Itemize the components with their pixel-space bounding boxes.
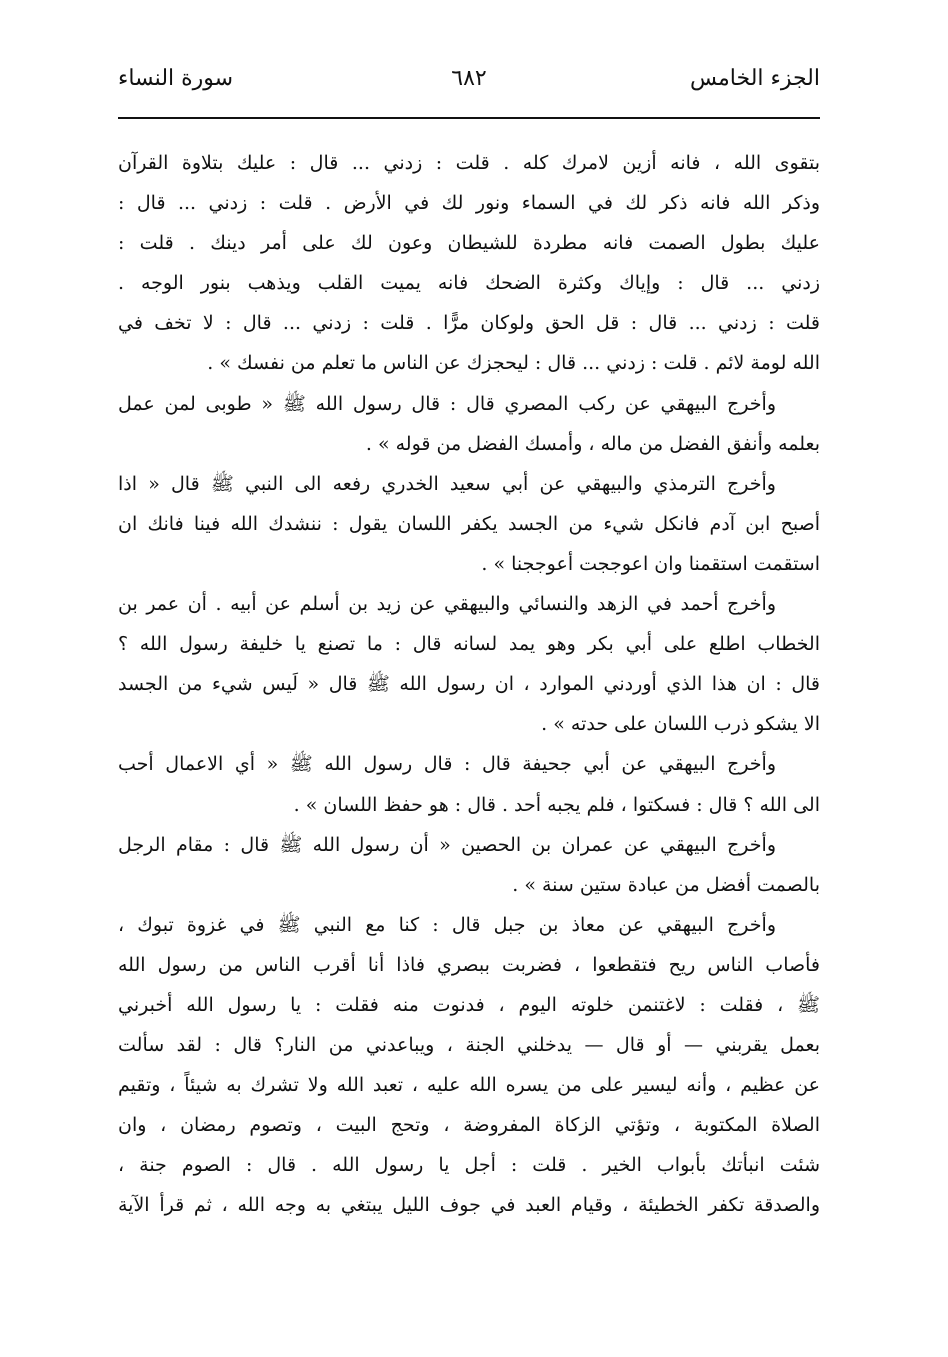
text-line: عن عظيم ، وأنه ليسير على من يسره الله عليه ، تعبد الله ولا تشرك به شيئاً ، وتقيم — [118, 1074, 820, 1097]
text-line: وأخرج البيهقي عن عمران بن الحصين « أن رسول الله ﷺ قال : مقام الرجل — [118, 833, 776, 856]
text-line: قال : ان هذا الذي أوردني الموارد ، ان رسول الله ﷺ قال « لَيس شيء من الجسد — [118, 673, 820, 696]
text-line: عليك بطول الصمت فانه مطردة للشيطان وعون لك على أمر دينك . قلت : — [118, 232, 820, 255]
text-line: فأصاب الناس ريح فتقطعوا ، فضربت ببصري فاذا أنا أقرب الناس من رسول الله — [118, 953, 820, 976]
part-label: الجزء الخامس — [689, 66, 820, 91]
text-line: الا يشكو ذرب اللسان على حدته » . — [541, 713, 820, 736]
body-text — [118, 143, 820, 1226]
text-line: الى الله ؟ قال : فسكتوا ، فلم يجبه أحد . قال : هو حفظ اللسان » . — [293, 793, 820, 816]
text-line: الصلاة المكتوبة ، وتؤتي الزكاة المفروضة ، وتحج البيت ، وتصوم رمضان ، وان — [118, 1114, 820, 1137]
header-rule — [118, 117, 820, 119]
text-line: استقمت استقمنا وان اعوججت أعوججنا » . — [481, 552, 820, 575]
text-line: وأخرج الترمذي والبيهقي عن أبي سعيد الخدري رفعه الى النبي ﷺ قال « اذا — [118, 472, 776, 495]
text-line: بالصمت أفضل من عبادة ستين سنة » . — [512, 873, 820, 896]
text-line: بتقوى الله ، فانه أزين لامرك كله . قلت : زدني ... قال : عليك بتلاوة القرآن — [118, 152, 820, 174]
text-line: وأخرج البيهقي عن ركب المصري قال : قال رسول الله ﷺ « طوبى لمن عمل — [118, 392, 776, 415]
text-line: الخطاب اطلع على أبي بكر وهو يمد لسانه قال : ما تصنع يا خليفة رسول الله ؟ — [118, 633, 820, 656]
surah-label: سورة النساء — [118, 66, 234, 91]
running-head — [118, 60, 820, 104]
text-line: وأخرج أحمد في الزهد والنسائي والبيهقي عن زيد بن أسلم عن أبيه . أن عمر بن — [118, 593, 776, 616]
text-line: بعمل يقربني — أو قال — يدخلني الجنة ، ويباعدني من النار؟ قال : لقد سألت — [118, 1034, 820, 1057]
text-line: الله لومة لائم . قلت : زدني ... قال : ليحجزك عن الناس ما تعلم من نفسك » . — [207, 352, 820, 375]
text-line: بعلمه وأنفق الفضل من ماله ، وأمسك الفضل من قوله » . — [365, 432, 820, 455]
text-line: أصبح ابن آدم فانكل شيء من الجسد يكفر اللسان يقول : ننشدك الله فينا فانك ان — [118, 512, 820, 535]
text-line: ﷺ ، فقلت : لاغتنمن خلوته اليوم ، فدنوت منه فقلت : يا رسول الله أخبرني — [118, 993, 820, 1016]
text-line: وأخرج البيهقي عن أبي جحيفة قال : قال رسول الله ﷺ « أي الاعمال أحب — [118, 753, 776, 776]
text-line: شئت انبأتك بأبواب الخير . قلت : أجل يا رسول الله . قال : الصوم جنة ، — [118, 1154, 820, 1177]
page-number: ٦٨٢ — [451, 66, 487, 91]
text-line: وأخرج البيهقي عن معاذ بن جبل قال : كنا مع النبي ﷺ في غزوة تبوك ، — [118, 913, 776, 936]
text-line: زدني ... قال : وإياك وكثرة الضحك فانه يميت القلب ويذهب بنور الوجه . — [118, 272, 820, 295]
text-line: وذكر الله فانه ذكر لك في السماء ونور لك في الأرض . قلت : زدني ... قال : — [118, 192, 820, 215]
text-line: والصدقة تكفر الخطيئة ، وقيام العبد في جوف الليل يبتغي به وجه الله ، ثم قرأ الآية — [118, 1194, 820, 1217]
text-line: قلت : زدني ... قال : قل الحق ولوكان مرًّا . قلت : زدني ... قال : لا تخف في — [118, 312, 820, 335]
